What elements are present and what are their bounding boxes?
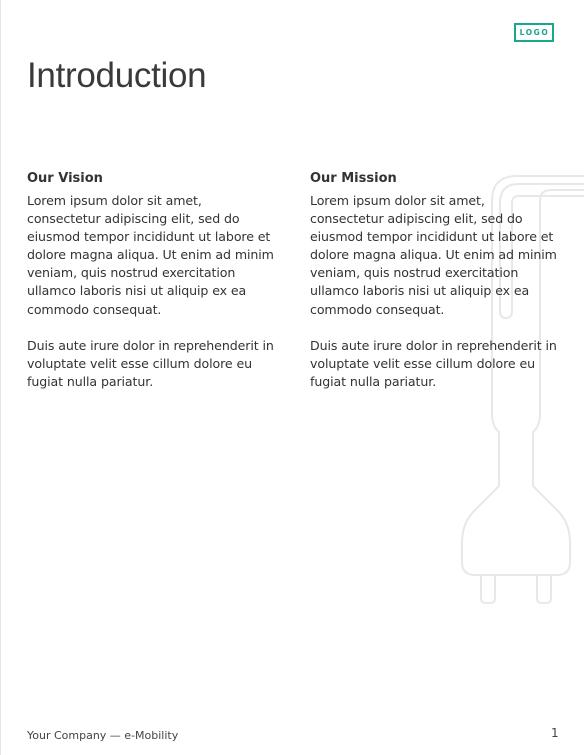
vision-paragraph-1: Lorem ipsum dolor sit amet, consectetur adipiscing elit, sed do eiusmod tempor incididunt ut labore et dolore magna aliqua. Ut enim ad minim veniam, quis nostrud exercitation ullamco laboris nisi ut aliquip ex ea commodo consequat. (27, 193, 274, 317)
vision-section (27, 169, 279, 391)
page-edge (0, 0, 1, 755)
page-title: Introduction (27, 56, 207, 95)
page-number: 1 (551, 726, 559, 740)
vision-paragraph-2: Duis aute irure dolor in reprehenderit in voluptate velit esse cillum dolore eu fugiat nulla pariatur. (27, 337, 274, 389)
mission-section (310, 169, 562, 391)
mission-heading: Our Mission (310, 171, 397, 186)
footer-company: Your Company — e-Mobility (27, 729, 179, 742)
logo-text: LOGO (519, 28, 550, 37)
vision-heading: Our Vision (27, 171, 103, 186)
logo (514, 23, 554, 42)
mission-paragraph-1: Lorem ipsum dolor sit amet, consectetur adipiscing elit, sed do eiusmod tempor incididunt ut labore et dolore magna aliqua. Ut enim ad minim veniam, quis nostrud exercitation ullamco laboris nisi ut aliquip ex ea commodo consequat. (310, 193, 557, 317)
mission-paragraph-2: Duis aute irure dolor in reprehenderit in voluptate velit esse cillum dolore eu fugiat nulla pariatur. (310, 337, 557, 389)
